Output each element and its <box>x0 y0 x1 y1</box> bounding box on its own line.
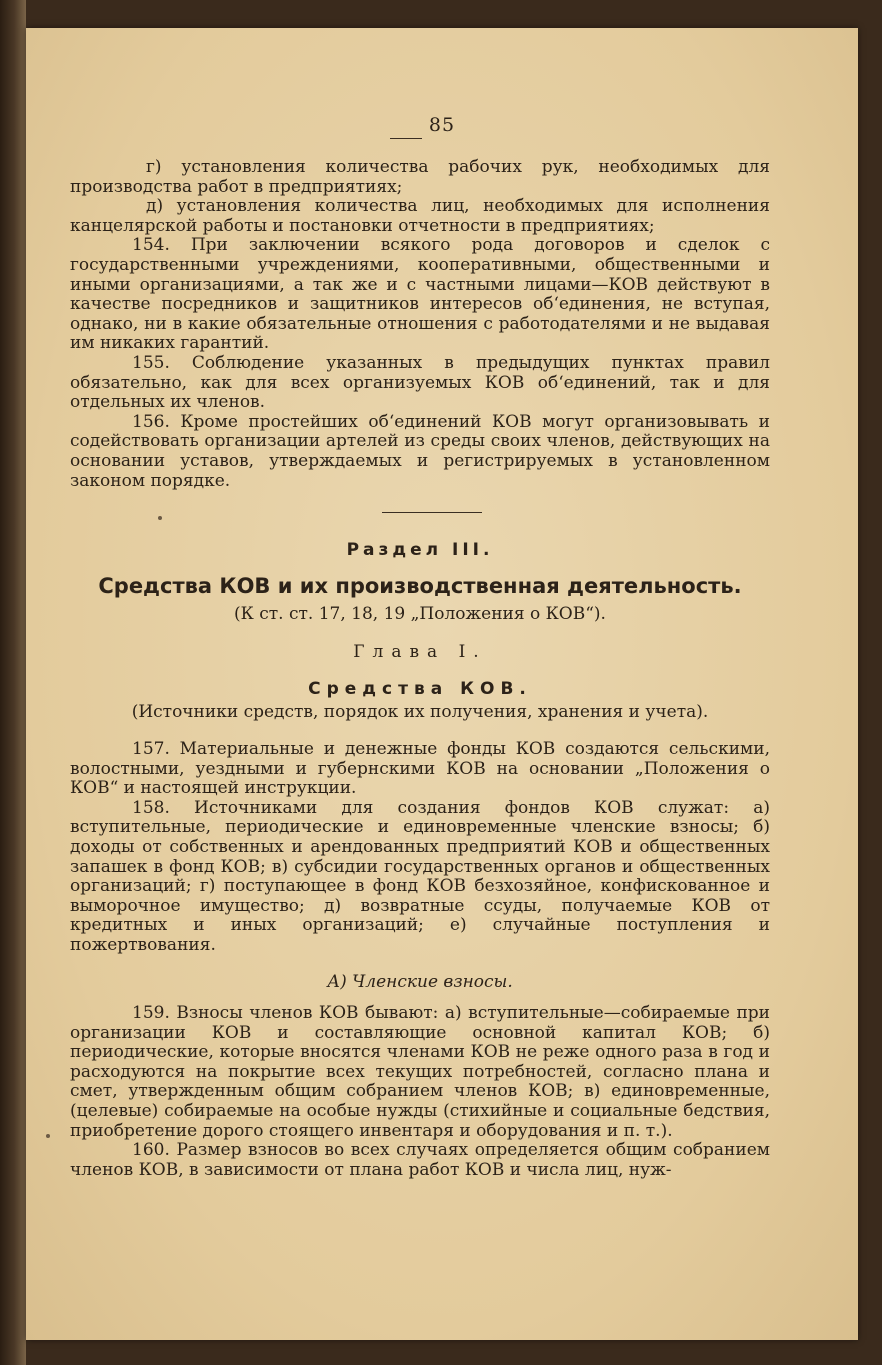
paragraph-clause-d: д) установления количества лиц, необходимых для исполнения канцелярской работы и постановки отчетности в предприятиях; <box>70 196 770 236</box>
paragraph-158: 158. Источниками для создания фондов КОВ служат: а) вступительные, периодические и единовременные членские взносы; б) доходы от собственных и арендованных предприятий КОВ и общественных запашек в фонд КОВ; в) субсидии государственных органов и общественных организаций; г) поступающее в фонд КОВ безхозяйное, конфискованное и выморочное имущество; д) возвратные ссуды, получаемые КОВ от кредитных и иных организаций; е) случайные поступления и пожертвования. <box>70 797 770 955</box>
section-separator-rule <box>382 512 482 513</box>
paper-speck <box>158 516 162 520</box>
paper-speck <box>46 1134 50 1138</box>
paragraph-155: 155. Соблюдение указанных в предыдущих пунктах правил обязательно, как для всех организуемых КОВ об‘единений, так и для отдельных их членов. <box>70 352 770 413</box>
top-text-block <box>70 158 770 491</box>
page-number: 85 <box>428 114 456 136</box>
middle-text-block <box>70 740 770 956</box>
paragraph-157: 157. Материальные и денежные фонды КОВ создаются сельскими, волостными, уездными и губернскими КОВ на основании „Положения о КОВ“ и настоящей инструкции. <box>70 739 770 799</box>
chapter-label: Глава I. <box>353 642 487 662</box>
section-label: Раздел III. <box>346 540 494 560</box>
paragraph-clause-g: г) установления количества рабочих рук, необходимых для производства работ в предприятиях; <box>70 157 770 197</box>
paragraph-154: 154. При заключении всякого рода договоров и сделок с государственными учреждениями, кооперативными, общественными и иными организациями, а так же и с частными лицами—КОВ действуют в качестве посредников и защитников интересов об‘единения, не вступая, однако, ни в какие обязательные отношения с работодателями и не выдавая им никаких гарантий. <box>70 235 770 354</box>
book-page <box>26 28 858 1340</box>
chapter-subtitle: (Источники средств, порядок их получения, хранения и учета). <box>131 702 709 722</box>
paragraph-156: 156. Кроме простейших об‘единений КОВ могут организовывать и содействовать организации артелей из среды своих членов, действующих на основании уставов, утверждаемых и регистрируемых в установленном законом порядке. <box>70 411 770 491</box>
chapter-title: Средства КОВ. <box>308 679 532 699</box>
paragraph-159: 159. Взносы членов КОВ бывают: а) вступительные—собираемые при организации КОВ и составляющие основной капитал КОВ; б) периодические, которые вносятся членами КОВ не реже одного раза в год и расходуются на покрытие всех текущих потребностей, согласно плана и смет, утвержденным общим собранием членов КОВ; в) единовременные, (целевые) собираемые на особые нужды (стихийные и социальные бедствия, приобретение дорого стоящего инвентаря и оборудования и п. т.). <box>70 1003 770 1141</box>
bottom-text-block <box>70 1004 770 1180</box>
book-spine <box>0 0 26 1365</box>
paragraph-160: 160. Размер взносов во всех случаях определяется общим собранием членов КОВ, в зависимости от плана работ КОВ и числа лиц, нуж- <box>70 1140 770 1180</box>
section-subtitle: (К ст. ст. 17, 18, 19 „Положения о КОВ“). <box>234 604 606 624</box>
subsection-title: А) Членские взносы. <box>327 972 513 992</box>
section-title: Средства КОВ и их производственная деятельность. <box>98 574 742 598</box>
page-number-rule <box>390 138 422 139</box>
